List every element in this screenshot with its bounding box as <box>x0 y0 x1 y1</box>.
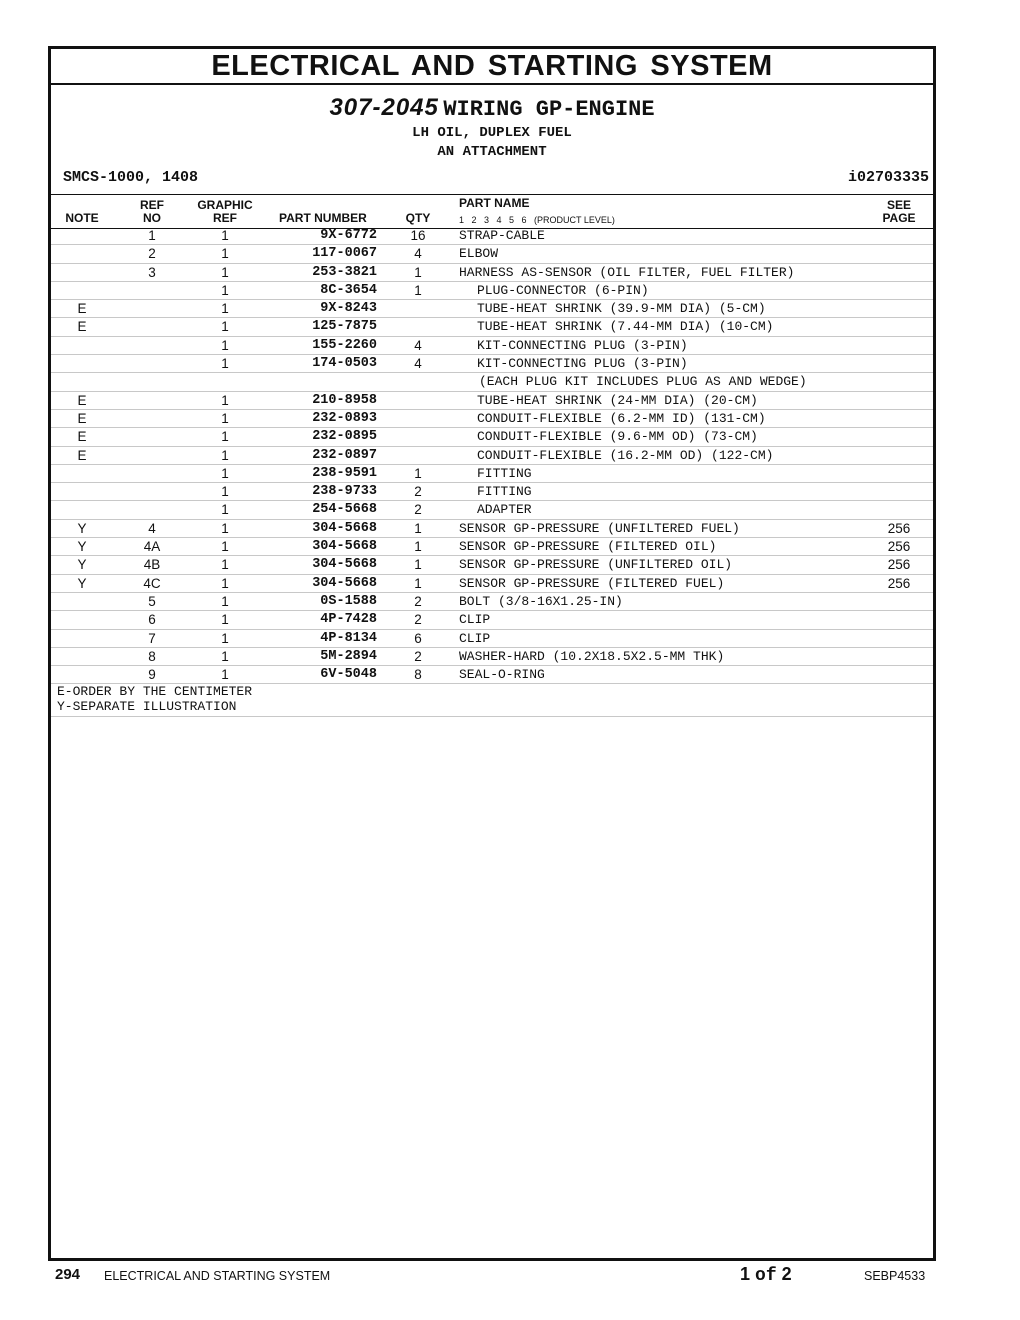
part-number-cell: 232-0897 <box>312 447 377 463</box>
part-name-cell: HARNESS AS-SENSOR (OIL FILTER, FUEL FILTER) <box>459 264 795 280</box>
part-name-cell: TUBE-HEAT SHRINK (7.44-MM DIA) (10-CM) <box>477 319 774 335</box>
qty-cell: 4 <box>414 337 422 353</box>
ref-no-cell: 4 <box>148 520 156 536</box>
footer-page-of: of <box>755 1266 777 1286</box>
qty-cell: 8 <box>414 667 422 683</box>
graphic-ref-cell: 1 <box>221 282 229 298</box>
graphic-ref-cell: 1 <box>221 356 229 372</box>
graphic-ref-cell: 1 <box>221 667 229 683</box>
part-name-cell: SENSOR GP-PRESSURE (FILTERED OIL) <box>459 539 717 555</box>
graphic-ref-cell: 1 <box>221 429 229 445</box>
part-number-cell: 210-8958 <box>312 392 377 408</box>
group-name: WIRING GP-ENGINE <box>443 97 655 122</box>
note-cell: E <box>77 319 87 335</box>
table-row <box>51 373 933 391</box>
ref-no-cell: 6 <box>148 612 156 628</box>
col-note: NOTE <box>65 211 99 225</box>
graphic-ref-cell: 1 <box>221 465 229 481</box>
see-page-cell: 256 <box>887 575 911 591</box>
graphic-ref-cell: 1 <box>221 648 229 664</box>
table-row <box>51 264 933 282</box>
note-cell: E <box>77 447 87 463</box>
qty-cell: 16 <box>410 228 426 243</box>
group-subtitle-1: LH OIL, DUPLEX FUEL <box>412 125 572 141</box>
part-name-cell: CONDUIT-FLEXIBLE (16.2-MM OD) (122-CM) <box>477 447 774 463</box>
table-row <box>51 318 933 336</box>
table-row <box>51 300 933 318</box>
table-row <box>51 483 933 501</box>
table-row <box>51 538 933 556</box>
qty-cell: 1 <box>414 575 422 591</box>
qty-cell: 1 <box>414 264 422 280</box>
column-header-row <box>51 194 933 229</box>
part-name-cell: FITTING <box>477 465 532 481</box>
col-see-top: SEE <box>886 198 911 212</box>
ref-no-cell: 4B <box>143 557 161 573</box>
parts-table-body <box>51 227 933 684</box>
table-row <box>51 520 933 538</box>
table-row <box>51 593 933 611</box>
table-row <box>51 410 933 428</box>
ref-no-cell: 1 <box>148 228 156 243</box>
section-title-band <box>51 49 933 85</box>
col-product-levels: 1 2 3 4 5 6 (PRODUCT LEVEL) <box>459 215 615 225</box>
graphic-ref-cell: 1 <box>221 539 229 555</box>
qty-cell: 2 <box>414 502 422 518</box>
graphic-ref-cell: 1 <box>221 557 229 573</box>
part-number-cell: 5M-2894 <box>320 648 377 664</box>
part-name-cell: SENSOR GP-PRESSURE (FILTERED FUEL) <box>459 575 725 591</box>
col-ref-bottom: NO <box>143 211 161 225</box>
part-name-cell: ELBOW <box>459 246 499 262</box>
graphic-ref-cell: 1 <box>221 593 229 609</box>
qty-cell: 2 <box>414 612 422 628</box>
qty-cell: 1 <box>414 520 422 536</box>
part-number-cell: 232-0895 <box>312 429 377 445</box>
footer-page-count <box>740 1264 792 1286</box>
graphic-ref-cell: 1 <box>221 392 229 408</box>
ref-no-cell: 4C <box>143 575 161 591</box>
notes-divider <box>51 716 933 717</box>
graphic-ref-cell: 1 <box>221 246 229 262</box>
part-name-cell: CONDUIT-FLEXIBLE (9.6-MM OD) (73-CM) <box>477 429 758 445</box>
table-row <box>51 245 933 263</box>
note-cell: E <box>77 392 87 408</box>
table-row <box>51 227 933 245</box>
graphic-ref-cell: 1 <box>221 301 229 317</box>
col-part-number: PART NUMBER <box>279 211 367 225</box>
footer-page-number: 294 <box>55 1266 81 1283</box>
part-number-cell: 253-3821 <box>312 264 377 280</box>
notes-legend <box>57 684 252 714</box>
col-graphic-top: GRAPHIC <box>197 198 253 212</box>
footer-section-name: ELECTRICAL AND STARTING SYSTEM <box>104 1269 331 1283</box>
part-number-cell: 125-7875 <box>312 319 377 335</box>
part-name-cell: CLIP <box>459 612 491 628</box>
qty-cell: 4 <box>414 246 422 262</box>
footer-page-current: 1 <box>740 1264 751 1284</box>
part-name-cell: CLIP <box>459 630 491 646</box>
part-name-cell: SENSOR GP-PRESSURE (UNFILTERED OIL) <box>459 557 733 573</box>
part-number-cell: 4P-7428 <box>320 612 377 628</box>
graphic-ref-cell: 1 <box>221 319 229 335</box>
part-number-cell: 4P-8134 <box>320 630 377 646</box>
part-number-cell: 6V-5048 <box>320 667 377 683</box>
group-title-line <box>51 95 933 124</box>
part-number-cell: 304-5668 <box>312 539 377 555</box>
qty-cell: 1 <box>414 465 422 481</box>
qty-cell: 4 <box>414 356 422 372</box>
table-row <box>51 428 933 446</box>
part-number-cell: 304-5668 <box>312 520 377 536</box>
part-number-cell: 254-5668 <box>312 502 377 518</box>
qty-cell: 2 <box>414 593 422 609</box>
part-number-cell: 304-5668 <box>312 575 377 591</box>
part-name-cell: ADAPTER <box>477 502 532 518</box>
table-row <box>51 355 933 373</box>
note-cell: E <box>77 429 87 445</box>
part-number-cell: 238-9591 <box>312 465 377 481</box>
see-page-cell: 256 <box>887 557 911 573</box>
part-number-cell: 117-0067 <box>312 246 377 262</box>
graphic-ref-cell: 1 <box>221 337 229 353</box>
graphic-ref-cell: 1 <box>221 612 229 628</box>
graphic-ref-cell: 1 <box>221 630 229 646</box>
part-number-cell: 8C-3654 <box>320 282 377 298</box>
part-name-cell: WASHER-HARD (10.2X18.5X2.5-MM THK) <box>459 648 725 664</box>
table-row <box>51 465 933 483</box>
part-name-cell: CONDUIT-FLEXIBLE (6.2-MM ID) (131-CM) <box>477 410 766 426</box>
group-number: 307-2045 <box>329 94 439 121</box>
table-row <box>51 630 933 648</box>
col-ref-top: REF <box>140 198 164 212</box>
table-row <box>51 282 933 300</box>
graphic-ref-cell: 1 <box>221 447 229 463</box>
note-y-legend: Y-SEPARATE ILLUSTRATION <box>57 699 237 714</box>
table-row <box>51 611 933 629</box>
ref-no-cell: 9 <box>148 667 156 683</box>
table-row <box>51 648 933 666</box>
note-e-legend: E-ORDER BY THE CENTIMETER <box>57 684 253 699</box>
table-row <box>51 392 933 410</box>
part-name-cell: SENSOR GP-PRESSURE (UNFILTERED FUEL) <box>459 520 740 536</box>
col-qty: QTY <box>405 211 431 225</box>
graphic-ref-cell: 1 <box>221 502 229 518</box>
table-row <box>51 556 933 574</box>
part-number-cell: 174-0503 <box>312 356 377 372</box>
ref-no-cell: 3 <box>148 264 156 280</box>
part-name-cell: STRAP-CABLE <box>459 228 545 243</box>
qty-cell: 1 <box>414 539 422 555</box>
col-see-bottom: PAGE <box>882 211 916 225</box>
table-row <box>51 501 933 519</box>
illustration-reference: i02703335 <box>847 169 929 186</box>
see-page-cell: 256 <box>887 539 911 555</box>
graphic-ref-cell: 1 <box>221 228 229 243</box>
part-number-cell: 232-0893 <box>312 410 377 426</box>
graphic-ref-cell: 1 <box>221 410 229 426</box>
part-name-cell: FITTING <box>477 484 532 500</box>
ref-no-cell: 4A <box>143 539 161 555</box>
graphic-ref-cell: 1 <box>221 484 229 500</box>
note-cell: Y <box>77 557 87 573</box>
part-name-cell: TUBE-HEAT SHRINK (24-MM DIA) (20-CM) <box>477 392 758 408</box>
ref-no-cell: 8 <box>148 648 156 664</box>
table-row <box>51 337 933 355</box>
part-number-cell: 155-2260 <box>312 337 377 353</box>
part-number-cell: 0S-1588 <box>320 593 377 609</box>
ref-no-cell: 5 <box>148 593 156 609</box>
footer-page-total: 2 <box>781 1264 792 1284</box>
table-row <box>51 447 933 465</box>
ref-no-cell: 2 <box>148 246 156 262</box>
part-number-cell: 9X-6772 <box>320 228 377 243</box>
part-number-cell: 304-5668 <box>312 557 377 573</box>
part-name-cell: KIT-CONNECTING PLUG (3-PIN) <box>477 337 688 353</box>
part-name-cell: BOLT (3/8-16X1.25-IN) <box>459 593 623 609</box>
qty-cell: 1 <box>414 557 422 573</box>
table-row <box>51 575 933 593</box>
graphic-ref-cell: 1 <box>221 520 229 536</box>
smcs-code: SMCS-1000, 1408 <box>63 169 199 186</box>
part-number-cell: 238-9733 <box>312 484 377 500</box>
note-cell: Y <box>77 539 87 555</box>
parts-page-frame <box>48 46 936 1261</box>
col-graphic-bottom: REF <box>213 211 237 225</box>
group-subtitle-2: AN ATTACHMENT <box>437 144 547 160</box>
qty-cell: 1 <box>414 282 422 298</box>
section-title: ELECTRICAL AND STARTING SYSTEM <box>211 50 773 82</box>
part-number-cell: 9X-8243 <box>320 301 377 317</box>
table-row <box>51 666 933 684</box>
see-page-cell: 256 <box>887 520 911 536</box>
page-footer <box>0 1260 1020 1290</box>
note-cell: Y <box>77 575 87 591</box>
part-name-cell: PLUG-CONNECTOR (6-PIN) <box>477 282 649 298</box>
part-name-cell: (EACH PLUG KIT INCLUDES PLUG AS AND WEDGE) <box>479 374 807 390</box>
col-part-name: PART NAME <box>459 196 530 210</box>
footer-document-number: SEBP4533 <box>864 1269 926 1283</box>
note-cell: E <box>77 410 87 426</box>
note-cell: E <box>77 301 87 317</box>
qty-cell: 2 <box>414 648 422 664</box>
ref-no-cell: 7 <box>148 630 156 646</box>
qty-cell: 2 <box>414 484 422 500</box>
graphic-ref-cell: 1 <box>221 264 229 280</box>
qty-cell: 6 <box>414 630 422 646</box>
note-cell: Y <box>77 520 87 536</box>
part-name-cell: TUBE-HEAT SHRINK (39.9-MM DIA) (5-CM) <box>477 301 766 317</box>
group-header <box>51 85 933 162</box>
part-name-cell: SEAL-O-RING <box>459 667 545 683</box>
part-name-cell: KIT-CONNECTING PLUG (3-PIN) <box>477 356 688 372</box>
graphic-ref-cell: 1 <box>221 575 229 591</box>
